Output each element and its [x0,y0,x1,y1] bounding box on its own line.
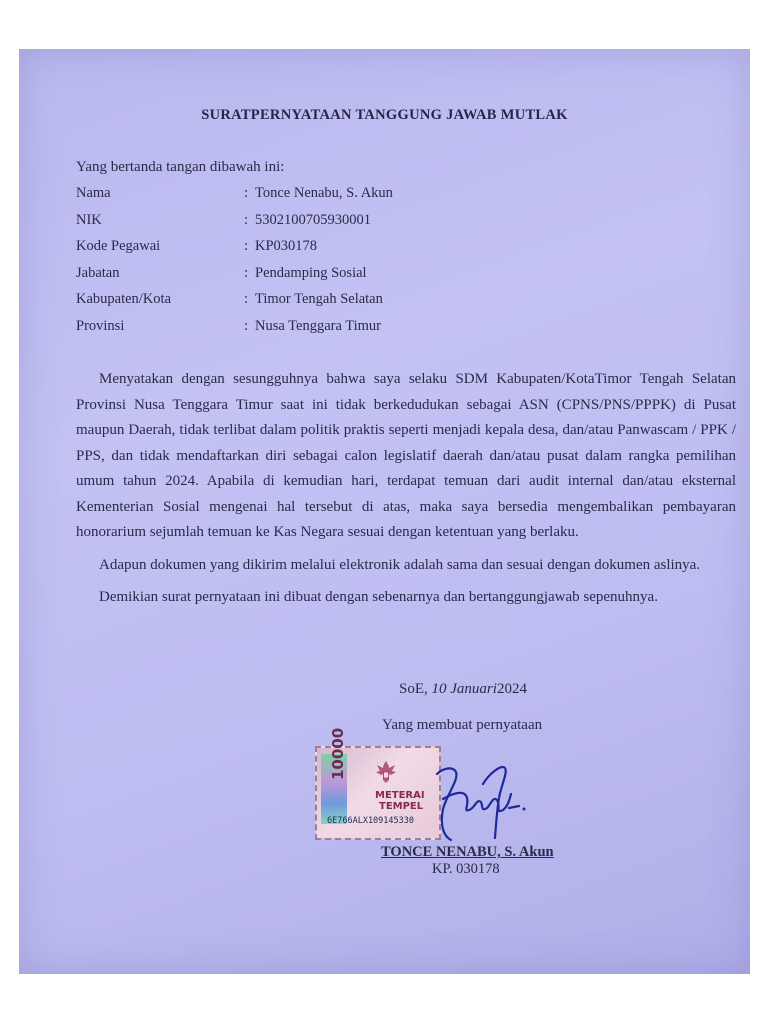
statement-body [76,367,736,611]
signer-id: KP. 030178 [432,861,500,877]
field-value: KP030178 [255,238,318,254]
stamp-denomination: 10000 [329,727,347,780]
stamp-line-1: METERAI [375,790,425,801]
field-label: Nama [76,185,111,201]
garuda-emblem-icon [371,758,401,786]
field-colon: : [244,238,249,254]
field-value: Nusa Tenggara Timur [255,317,381,334]
letter-title: SURATPERNYATAAN TANGGUNG JAWAB MUTLAK [201,107,568,123]
signer-name: TONCE NENABU, S. Akun [381,844,554,860]
field-label: NIK [76,211,102,228]
date-day-month: 10 Januari [431,681,497,697]
stamp-line-2: TEMPEL [379,801,424,812]
field-colon: : [244,185,249,201]
place-date [399,681,527,698]
signature-mark [423,754,533,849]
letter-sheet [19,49,750,974]
field-colon: : [244,291,249,307]
stamp-serial: 6E766ALX109145330 [327,816,414,826]
field-value: 5302100705930001 [255,211,371,228]
field-value: Tonce Nenabu, S. Akun [255,185,393,201]
statement-paragraph: Menyatakan dengan sesungguhnya bahwa saya selaku SDM Kabupaten/KotaTimor Tengah Selatan Provinsi Nusa Tenggara Timur saat ini tidak berkedudukan sebagai ASN (CPNS/PNS/PPPK) di Pusat maupun Daerah, tidak terlibat dalam politik praktis seperti menjadi kepala desa, dan/atau Panwascam / PPK / PPS, dan tidak mendaftarkan diri sebagai calon legislatif daerah dan/atau pusat dalam rangka pemilihan umum tahun 2024. Apabila di kemudian hari, terdapat temuan dari audit internal dan/atau eksternal Kementerian Sosial mengenai hal tersebut di atas, maka saya bersedia mengembalikan pembayaran honorarium sejumlah temuan ke Kas Negara sesuai dengan ketentuan yang berlaku. [76,371,736,540]
field-value: Pendamping Sosial [255,264,367,281]
field-label: Kode Pegawai [76,238,161,254]
place: SoE, [399,681,428,697]
field-label: Provinsi [76,317,125,334]
field-colon: : [244,211,249,228]
field-label: Kabupaten/Kota [76,291,172,307]
closing-paragraph: Demikian surat pernyataan ini dibuat dengan sebenarnya dan bertanggungjawab sepenuhnya. [99,589,658,605]
maker-label: Yang membuat pernyataan [382,717,543,733]
date-year: 2024 [496,681,527,697]
statement-paragraph: Adapun dokumen yang dikirim melalui elektronik adalah sama dan sesuai dengan dokumen aslinya. [99,556,701,573]
field-colon: : [244,317,249,334]
field-colon: : [244,264,249,281]
field-value: Timor Tengah Selatan [255,291,383,307]
intro-line: Yang bertanda tangan dibawah ini: [76,159,285,175]
field-label: Jabatan [76,264,120,281]
